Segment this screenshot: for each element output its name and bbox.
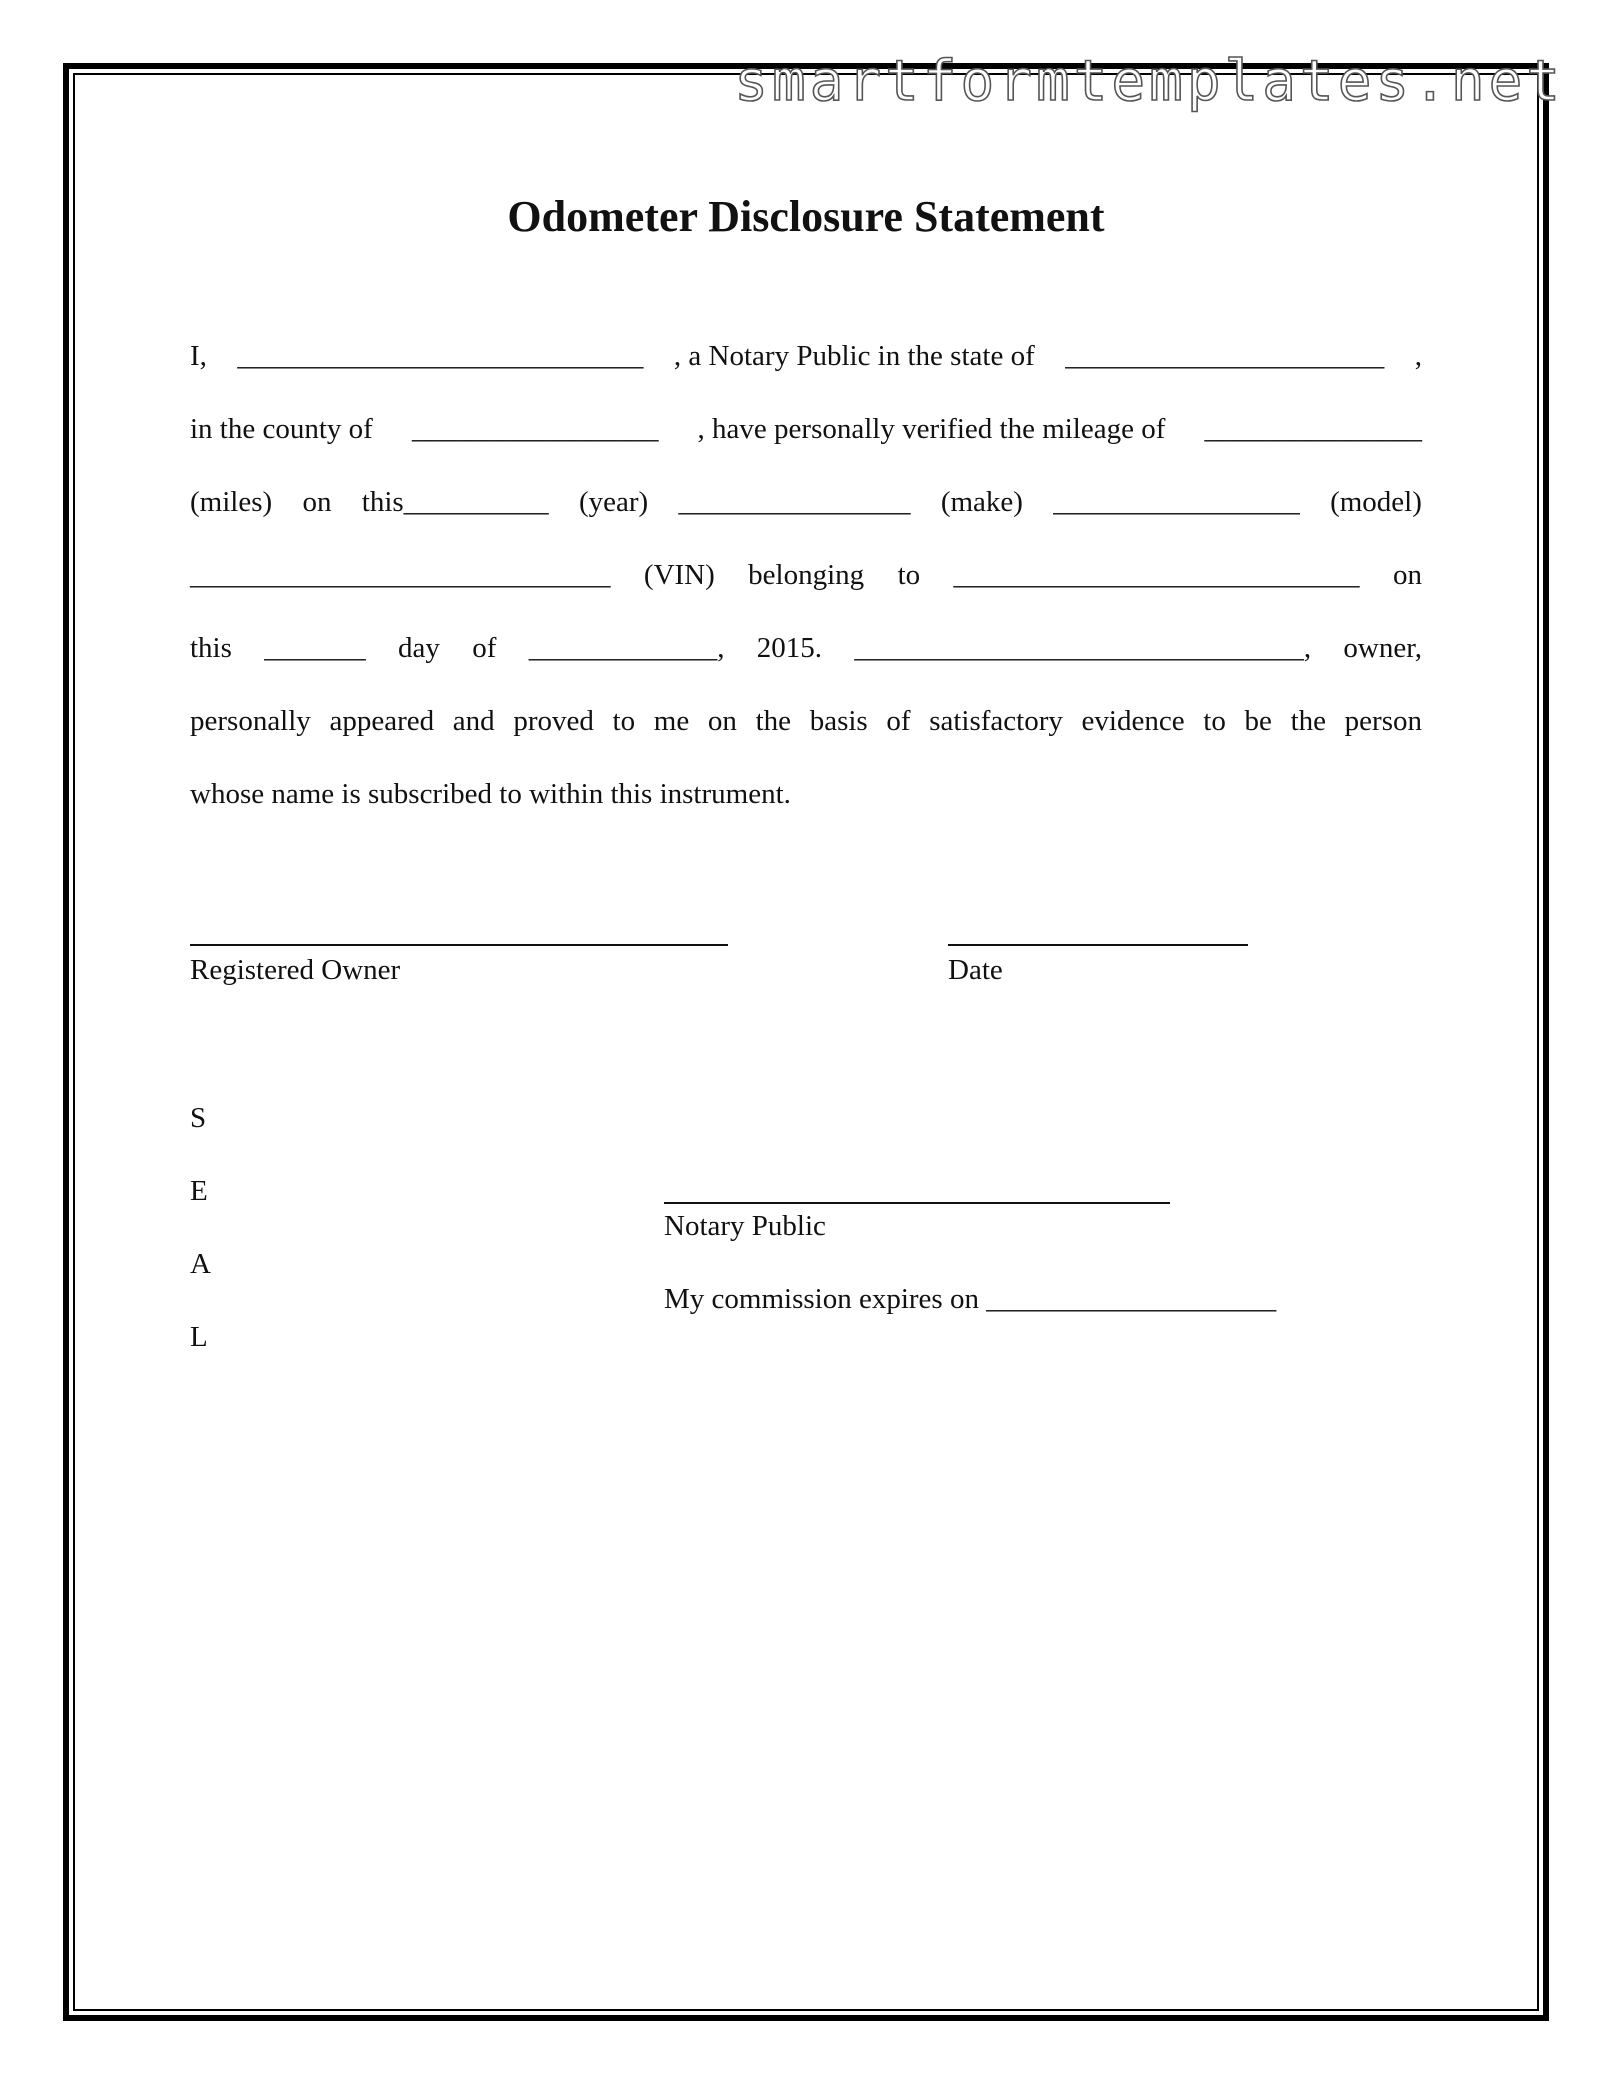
statement-line-6 — [190, 685, 1422, 758]
watermark: smartformtemplates.net — [734, 49, 1564, 114]
model-label: (model) — [1330, 486, 1422, 518]
line1-prefix: I, — [190, 340, 207, 372]
year-text: 2015. — [756, 632, 823, 664]
statement-line-2 — [190, 393, 1422, 466]
commission-expires-row — [664, 1281, 1276, 1317]
seal-letter-l: L — [190, 1321, 208, 1353]
day-blank[interactable]: _______ — [264, 632, 366, 664]
of-word: of — [472, 632, 497, 664]
year-blank[interactable]: ________________ — [678, 486, 911, 518]
seal-letter-s: S — [190, 1102, 207, 1134]
statement-body — [190, 320, 1422, 831]
date-signature-line[interactable] — [948, 944, 1248, 946]
statement-line-3 — [190, 466, 1422, 539]
county-blank[interactable]: _________________ — [411, 413, 659, 445]
owner-word: owner, — [1343, 632, 1422, 664]
seal-letter-a: A — [190, 1248, 211, 1280]
registered-owner-label: Registered Owner — [190, 954, 401, 986]
vin-label: (VIN) — [643, 559, 715, 591]
belonging-word: belonging — [748, 559, 865, 591]
line1-middle: , a Notary Public in the state of — [673, 340, 1035, 372]
month-blank[interactable]: _____________, — [528, 632, 725, 664]
statement-line-1 — [190, 320, 1422, 393]
notary-name-blank[interactable]: ____________________________ — [237, 340, 644, 372]
line1-suffix: , — [1414, 340, 1422, 372]
miles-label: (miles) — [190, 486, 273, 518]
statement-line-4 — [190, 539, 1422, 612]
on-word-2: on — [1392, 559, 1422, 591]
notary-signature-line[interactable] — [664, 1202, 1170, 1204]
make-label: (make) — [940, 486, 1023, 518]
line2-prefix: in the county of — [190, 413, 373, 445]
line7-text: whose name is subscribed to within this instrument. — [190, 778, 791, 810]
this-blank[interactable]: this__________ — [361, 486, 549, 518]
line2-middle: , have personally verified the mileage of — [697, 413, 1166, 445]
notary-public-label: Notary Public — [664, 1210, 826, 1242]
mileage-blank[interactable]: _______________ — [1204, 413, 1422, 445]
appearer-name-blank[interactable]: _______________________________, — [854, 632, 1312, 664]
date-label: Date — [948, 954, 1003, 986]
on-word: on — [302, 486, 332, 518]
vin-blank[interactable]: _____________________________ — [190, 559, 611, 591]
seal-letter-e: E — [190, 1175, 208, 1207]
year-label: (year) — [579, 486, 649, 518]
this-word: this — [190, 632, 232, 664]
document-title: Odometer Disclosure Statement — [507, 192, 1105, 241]
statement-line-5 — [190, 612, 1422, 685]
make-blank[interactable]: _________________ — [1053, 486, 1300, 518]
line6-text: personally appeared and proved to me on the basis of satisfactory evidence to be the person — [190, 705, 1422, 737]
commission-expires-label: My commission expires on — [664, 1283, 979, 1315]
commission-expires-blank[interactable]: ____________________ — [986, 1283, 1277, 1315]
owner-name-blank[interactable]: ____________________________ — [953, 559, 1360, 591]
state-blank[interactable]: ______________________ — [1065, 340, 1385, 372]
statement-line-7 — [190, 758, 1422, 831]
to-word: to — [897, 559, 921, 591]
day-word: day — [398, 632, 440, 664]
owner-signature-line[interactable] — [190, 944, 728, 946]
